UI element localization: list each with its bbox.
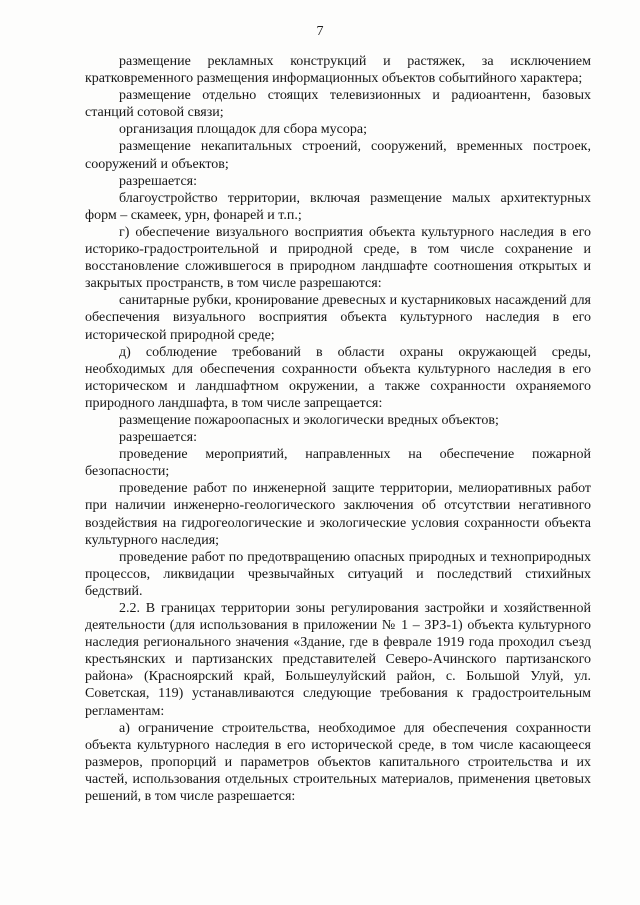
document-body <box>85 53 591 805</box>
paragraph: благоустройство территории, включая размещение малых архитектурных форм – скамеек, урн, фонарей и т.п.; <box>85 190 591 223</box>
page-number: 7 <box>316 24 324 39</box>
paragraph: размещение пожароопасных и экологически вредных объектов; <box>119 412 499 428</box>
paragraph: 2.2. В границах территории зоны регулирования застройки и хозяйственной деятельности (для использования в приложении № 1 – ЗРЗ-1) объекта культурного наследия регионального значения «Здание, где в феврале 1919 года проходил съезд крестьянских и партизанских представителей Северо-Ачинского партизанского района» (Красноярский край, Большеулуйский район, с. Большой Улуй, ул. Советская, 119) устанавливаются следующие требования к градостроительным регламентам: <box>85 601 591 719</box>
paragraph: проведение работ по предотвращению опасных природных и техноприродных процессов, ликвидации чрезвычайных ситуаций и последствий стихийных бедствий. <box>85 549 591 599</box>
paragraph: проведение работ по инженерной защите территории, мелиоративных работ при наличии инженерно-геологического заключения об отсутствии негативного воздействия на гидрогеологические и экологические условия сохранности объекта культурного наследия; <box>85 481 591 548</box>
paragraph: а) ограничение строительства, необходимое для обеспечения сохранности объекта культурного наследия в его исторической среде, в том числе касающееся размеров, пропорций и параметров объектов капитального строительства и их частей, использования отдельных строительных материалов, применения цветовых решений, в том числе разрешается: <box>85 720 591 805</box>
paragraph: г) обеспечение визуального восприятия объекта культурного наследия в его историко-градостроительной и природной среде, в том числе сохранение и восстановление сложившегося в природном ландшафте соотношения открытых и закрытых пространств, в том числе разрешаются: <box>85 224 591 292</box>
paragraph: разрешается: <box>119 430 197 446</box>
paragraph: организация площадок для сбора мусора; <box>119 122 367 138</box>
paragraph: д) соблюдение требований в области охраны окружающей среды, необходимых для обеспечения сохранности объекта культурного наследия в его историческом и ландшафтном окружении, а также сохранности охраняемого природного ландшафта, в том числе запрещается: <box>85 344 591 411</box>
paragraph: разрешается: <box>119 173 197 189</box>
paragraph: размещение отдельно стоящих телевизионных и радиоантенн, базовых станций сотовой связи; <box>85 88 591 121</box>
paragraph: проведение мероприятий, направленных на обеспечение пожарной безопасности; <box>85 447 591 480</box>
paragraph: размещение рекламных конструкций и растяжек, за исключением кратковременного размещения информационных объектов событийного характера; <box>85 54 591 87</box>
paragraph: размещение некапитальных строений, сооружений, временных построек, сооружений и объектов; <box>85 139 591 172</box>
paragraph: санитарные рубки, кронирование древесных и кустарниковых насаждений для обеспечения визуального восприятия объекта культурного наследия в его исторической природной среде; <box>85 293 591 343</box>
